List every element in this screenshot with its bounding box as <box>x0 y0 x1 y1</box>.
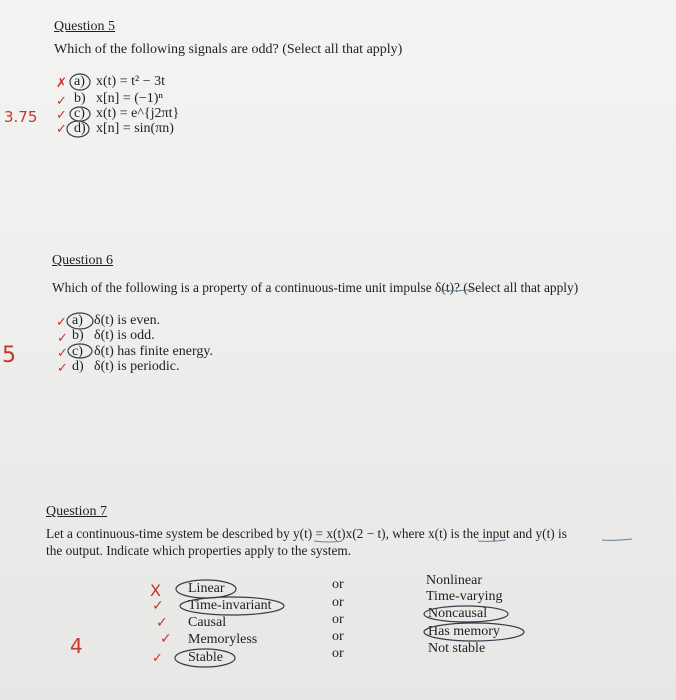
q5-option-b[interactable] <box>74 91 163 107</box>
q7-left-time-invariant[interactable]: Time-invariant <box>188 598 272 613</box>
q5-option-d-label: d) <box>74 121 86 136</box>
q6-option-d-text: δ(t) is periodic. <box>94 359 180 374</box>
q6-option-d-label: d) <box>72 359 84 374</box>
q5-mark-b: ✓ <box>56 94 67 109</box>
q5-option-a-label: a) <box>74 74 85 89</box>
q6-option-a[interactable] <box>72 313 160 329</box>
q5-mark-c: ✓ <box>56 108 67 123</box>
q7-left-causal[interactable]: Causal <box>188 615 227 630</box>
q6-mark-c: ✓ <box>57 346 68 361</box>
q7-or-1: or <box>332 577 344 592</box>
q5-option-a-text: x(t) = t² − 3t <box>96 74 165 89</box>
q5-option-a[interactable] <box>74 74 165 90</box>
q7-mark-memory: ✓ <box>160 631 172 647</box>
q5-option-c-text: x(t) = e^{j2πt} <box>96 106 180 121</box>
q7-or-2: or <box>332 595 344 610</box>
q6-option-c[interactable] <box>72 344 213 360</box>
q5-score: 3.75 <box>4 108 38 126</box>
q5-mark-a: ✗ <box>56 76 67 91</box>
q7-right-has-memory[interactable]: Has memory <box>428 624 500 639</box>
q6-mark-b: ✓ <box>57 331 68 346</box>
q6-prompt: Which of the following is a property of a continuous-time unit impulse δ(t)? (Select all that apply) <box>52 280 579 295</box>
q7-mark-stable: ✓ <box>152 651 163 666</box>
q6-score: 5 <box>2 343 16 368</box>
q6-option-a-text: δ(t) is even. <box>94 313 161 328</box>
q7-mark-time: ✓ <box>152 598 164 614</box>
q7-underline-yt <box>602 539 632 540</box>
q5-option-b-text: x[n] = (−1)ⁿ <box>96 91 163 106</box>
q7-right-nonlinear[interactable]: Nonlinear <box>426 573 482 588</box>
q5-mark-d: ✓ <box>56 122 67 137</box>
q6-mark-a: ✓ <box>56 315 67 330</box>
q6-mark-d: ✓ <box>57 361 68 376</box>
q6-option-a-label: a) <box>72 313 83 328</box>
q5-option-d[interactable] <box>74 121 174 137</box>
q7-right-time-varying[interactable]: Time-varying <box>426 589 503 604</box>
q7-right-not-stable[interactable]: Not stable <box>428 641 486 656</box>
q7-right-noncausal[interactable]: Noncausal <box>428 606 488 621</box>
q7-prompt-line2: the output. Indicate which properties apply to the system. <box>46 543 352 558</box>
q5-option-d-text: x[n] = sin(πn) <box>96 121 174 136</box>
q7-mark-linear: X <box>150 581 161 600</box>
q7-score: 4 <box>70 634 83 658</box>
q5-option-c-label: c) <box>74 106 85 121</box>
q7-title: Question 7 <box>46 504 108 519</box>
q6-option-b-text: δ(t) is odd. <box>94 328 155 343</box>
q7-left-stable[interactable]: Stable <box>188 650 223 665</box>
q6-title: Question 6 <box>52 253 114 268</box>
q7-or-3: or <box>332 612 344 627</box>
q5-title: Question 5 <box>54 19 116 34</box>
q6-option-c-label: c) <box>72 344 83 359</box>
q6-option-b-label: b) <box>72 328 84 343</box>
q6-option-b[interactable] <box>72 328 155 344</box>
q7-or-4: or <box>332 629 344 644</box>
q7-left-linear[interactable]: Linear <box>188 581 225 596</box>
q7-or-5: or <box>332 646 344 661</box>
q6-option-d[interactable] <box>72 359 180 375</box>
q7-left-memoryless[interactable]: Memoryless <box>188 632 258 647</box>
q5-prompt: Which of the following signals are odd? (Select all that apply) <box>54 42 403 57</box>
q7-mark-causal: ✓ <box>156 615 168 631</box>
q7-prompt-line1: Let a continuous-time system be described by y(t) = x(t)x(2 − t), where x(t) is the input and y(t) is <box>46 526 567 541</box>
q6-option-c-text: δ(t) has finite energy. <box>94 344 213 359</box>
q5-option-b-label: b) <box>74 91 86 106</box>
q5-option-c[interactable] <box>74 106 179 122</box>
